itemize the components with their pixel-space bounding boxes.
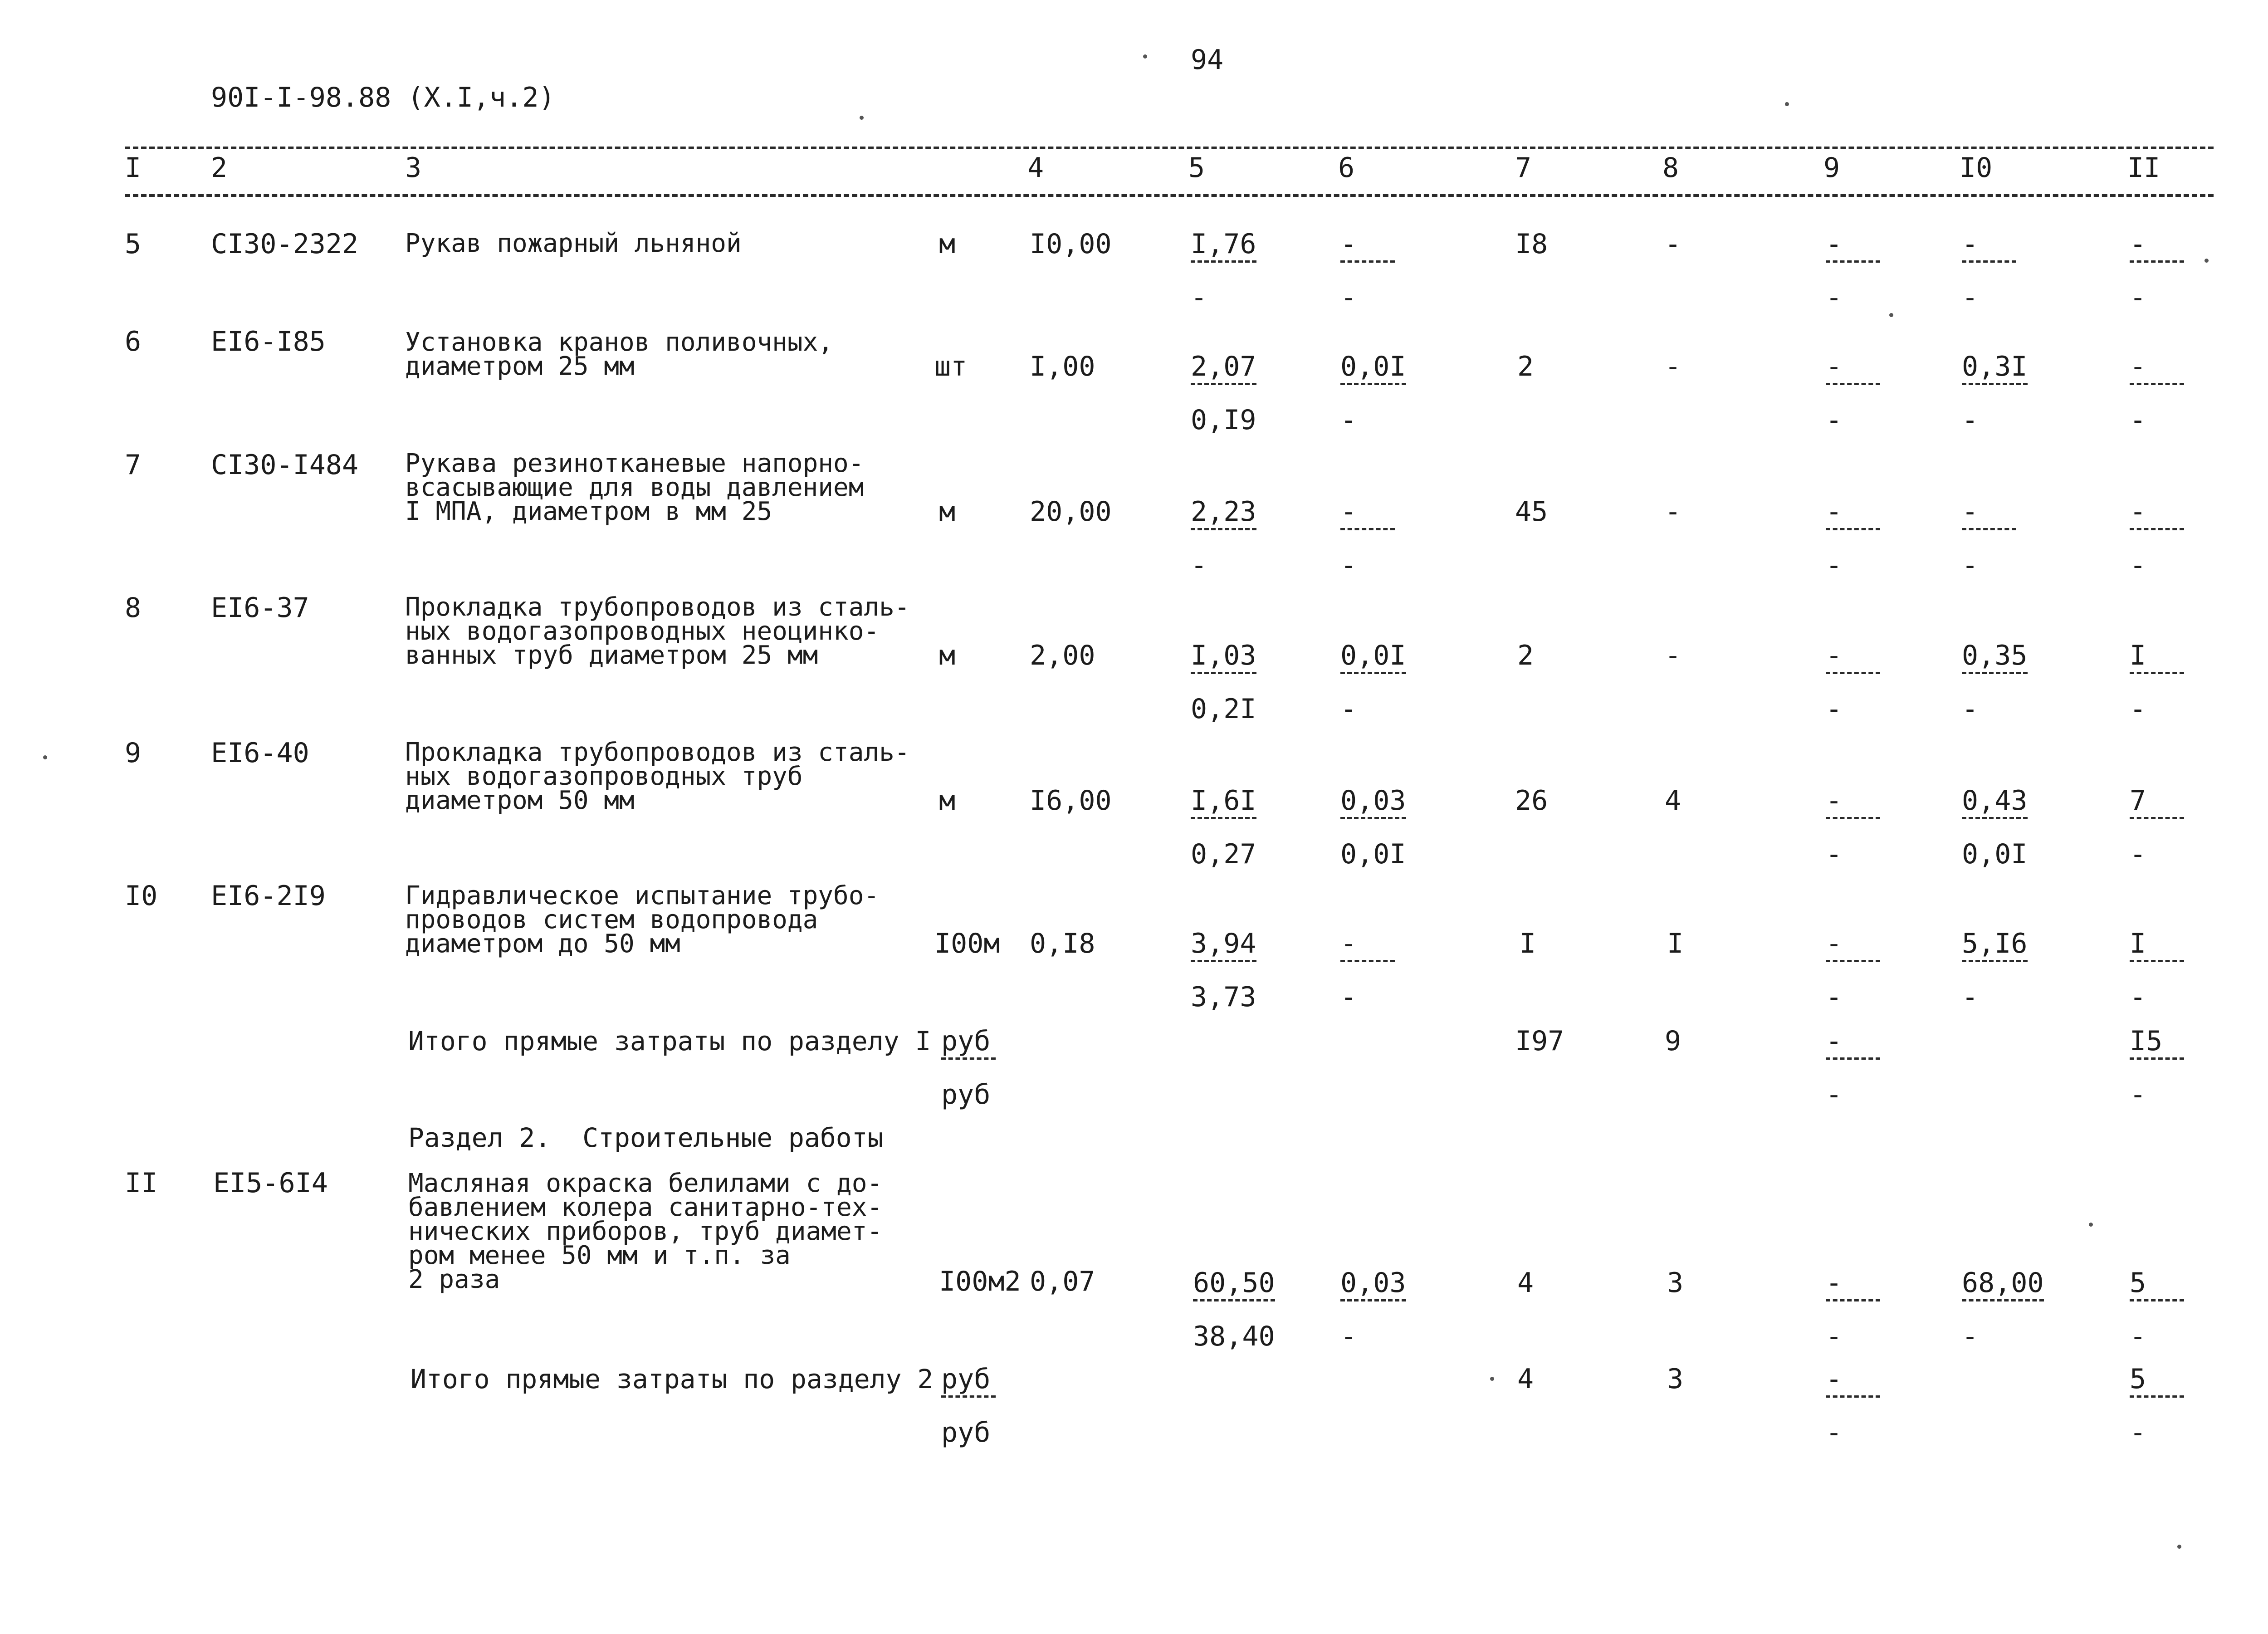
fraction-bottom: - — [1340, 693, 1357, 725]
total-cost: I8 — [1515, 228, 1548, 260]
total-wage: 9 — [1665, 1025, 1681, 1057]
col9-fraction — [1826, 1365, 1842, 1446]
fraction-top: 3,94 — [1191, 928, 1256, 959]
column-header: I — [125, 152, 142, 184]
work-description: Прокладка трубопроводов из сталь- ных водогазопроводных неоцинко- ванных труб диаметром 25 мм — [405, 592, 910, 670]
work-description: Рукава резинотканевые напорно- всасывающие для воды давлением I МПА, диаметром в мм 25 — [405, 449, 864, 526]
column-header: 7 — [1515, 152, 1532, 184]
fraction-top: руб — [941, 1025, 991, 1057]
column-header: 6 — [1338, 152, 1355, 184]
col11-fraction — [2130, 230, 2146, 311]
fraction-bottom: 0,27 — [1191, 838, 1256, 870]
rate-code: CI30-I484 — [211, 449, 359, 481]
work-description: Рукав пожарный льняной — [405, 229, 742, 258]
col10-fraction — [1962, 1269, 2044, 1350]
total-cost: 45 — [1515, 496, 1548, 528]
fraction-bottom: - — [1962, 282, 1979, 313]
col9-fraction — [1826, 498, 1842, 579]
fraction-top: - — [1962, 228, 1979, 260]
rate-code: EI5-6I4 — [213, 1167, 328, 1199]
total-unit-fraction — [941, 1025, 991, 1111]
fraction-top: - — [1826, 928, 1843, 959]
fraction-bottom: - — [2130, 838, 2146, 870]
fraction-top: - — [1826, 1267, 1843, 1299]
total-wage: I — [1667, 928, 1684, 959]
fraction-top: 5,I6 — [1962, 928, 2028, 959]
fraction-bottom: - — [1826, 549, 1843, 581]
unit: м — [939, 228, 956, 260]
fraction-top: I — [2130, 928, 2146, 959]
column-header: 3 — [405, 152, 422, 184]
fraction-top: 0,03 — [1340, 785, 1406, 817]
fraction-top: I,76 — [1191, 228, 1256, 260]
fraction-bottom: - — [1962, 693, 1979, 725]
total-cost: 4 — [1517, 1267, 1534, 1299]
column-header: 5 — [1188, 152, 1205, 184]
fraction-bottom: - — [1191, 549, 1207, 581]
col11-fraction — [2130, 787, 2146, 868]
fraction-top: 5 — [2130, 1363, 2146, 1395]
column-header: II — [2127, 152, 2160, 184]
total-unit-fraction — [941, 1365, 990, 1446]
section-heading: Раздел 2. Строительные работы — [408, 1122, 884, 1153]
fraction-top: - — [1340, 228, 1357, 260]
header-top-rule — [125, 147, 2214, 149]
total-cost: 26 — [1515, 785, 1548, 817]
rate-code: EI6-37 — [211, 592, 309, 624]
unit-cost-fraction — [1191, 353, 1256, 434]
total-wage: - — [1665, 496, 1681, 528]
total-cost: 2 — [1517, 640, 1534, 671]
wage-fraction — [1340, 930, 1357, 1011]
fraction-top: - — [1826, 496, 1843, 528]
wage-fraction — [1340, 642, 1406, 723]
fraction-bottom: руб — [941, 1079, 991, 1111]
col9-fraction — [1826, 787, 1842, 868]
col10-fraction — [1962, 353, 2028, 434]
row-number: 7 — [125, 449, 142, 481]
fraction-top: 5 — [2130, 1267, 2146, 1299]
fraction-top: 2,07 — [1191, 351, 1256, 382]
unit-cost-fraction — [1191, 930, 1256, 1011]
col11-fraction — [2130, 498, 2146, 579]
fraction-top: 68,00 — [1962, 1267, 2044, 1299]
col11-fraction — [2130, 1365, 2146, 1446]
rate-code: CI30-2322 — [211, 228, 359, 260]
col10-fraction — [1962, 642, 2028, 723]
total-cost: I — [1520, 928, 1536, 959]
fraction-bottom: 0,0I — [1962, 838, 2028, 870]
unit: м — [939, 496, 956, 528]
fraction-bottom: - — [2130, 1417, 2146, 1448]
fraction-bottom: - — [2130, 282, 2146, 313]
col9-fraction — [1826, 1025, 1843, 1111]
fraction-bottom: - — [2130, 1079, 2146, 1111]
wage-fraction — [1340, 353, 1406, 434]
rate-code: EI6-40 — [211, 737, 309, 769]
unit-cost-fraction — [1191, 230, 1256, 311]
fraction-top: I — [2130, 640, 2146, 671]
quantity: 20,00 — [1030, 496, 1112, 528]
fraction-bottom: - — [2130, 1321, 2146, 1352]
column-header: 9 — [1823, 152, 1840, 184]
row-number: 9 — [125, 737, 142, 769]
fraction-top: 0,3I — [1962, 351, 2028, 382]
fraction-bottom: - — [1826, 981, 1843, 1013]
row-number: 5 — [125, 228, 142, 260]
fraction-top: 0,03 — [1340, 1267, 1406, 1299]
fraction-top: I,03 — [1191, 640, 1256, 671]
work-description: Гидравлическое испытание трубо- проводов систем водопровода диаметром до 50 мм — [405, 881, 880, 959]
col9-fraction — [1826, 353, 1842, 434]
work-description: Прокладка трубопроводов из сталь- ных водогазопроводных труб диаметром 50 мм — [405, 738, 910, 815]
col9-fraction — [1826, 930, 1842, 1011]
fraction-bottom: 0,2I — [1191, 693, 1256, 725]
total-wage: 3 — [1667, 1363, 1684, 1395]
total-wage: - — [1665, 351, 1681, 382]
col10-fraction — [1962, 230, 1978, 311]
fraction-top: - — [1826, 1363, 1843, 1395]
fraction-top: I,6I — [1191, 785, 1256, 817]
row-number: I0 — [125, 880, 158, 912]
fraction-bottom: - — [1826, 282, 1843, 313]
quantity: I0,00 — [1030, 228, 1112, 260]
col11-fraction — [2130, 1269, 2146, 1350]
fraction-bottom: - — [1826, 404, 1843, 436]
fraction-bottom: - — [1826, 1079, 1843, 1111]
fraction-bottom: - — [1826, 1417, 1843, 1448]
fraction-bottom: - — [1191, 282, 1207, 313]
fraction-top: 0,43 — [1962, 785, 2028, 817]
fraction-top: 0,35 — [1962, 640, 2028, 671]
fraction-top: - — [1340, 496, 1357, 528]
unit-cost-fraction — [1193, 1269, 1275, 1350]
fraction-top: руб — [941, 1363, 991, 1395]
unit-cost-fraction — [1191, 642, 1256, 723]
fraction-bottom: - — [1340, 981, 1357, 1013]
fraction-bottom: 3,73 — [1191, 981, 1256, 1013]
column-header: 4 — [1027, 152, 1044, 184]
fraction-bottom: - — [1340, 282, 1357, 313]
document-code: 90I-I-98.88 (X.I,ч.2) — [211, 82, 555, 113]
fraction-bottom: - — [1826, 693, 1843, 725]
col9-fraction — [1826, 1269, 1842, 1350]
unit: I00м — [934, 928, 1000, 959]
total-wage: - — [1665, 228, 1681, 260]
column-header: 8 — [1662, 152, 1679, 184]
fraction-top: I5 — [2130, 1025, 2163, 1057]
unit-cost-fraction — [1191, 498, 1256, 579]
fraction-bottom: - — [2130, 981, 2146, 1013]
unit: м — [939, 785, 956, 817]
header-bottom-rule — [125, 194, 2214, 197]
column-header: 2 — [211, 152, 228, 184]
fraction-top: - — [1826, 785, 1843, 817]
col10-fraction — [1962, 498, 1978, 579]
fraction-bottom: 0,I9 — [1191, 404, 1256, 436]
quantity: 0,I8 — [1030, 928, 1095, 959]
fraction-bottom: - — [2130, 549, 2146, 581]
col9-fraction — [1826, 642, 1842, 723]
fraction-top: - — [1826, 228, 1843, 260]
unit-cost-fraction — [1191, 787, 1256, 868]
quantity: I,00 — [1030, 351, 1095, 382]
rate-code: EI6-I85 — [211, 326, 326, 357]
total-cost: 4 — [1517, 1363, 1534, 1395]
row-number: 8 — [125, 592, 142, 624]
col11-fraction — [2130, 930, 2146, 1011]
fraction-top: - — [1826, 640, 1843, 671]
rate-code: EI6-2I9 — [211, 880, 326, 912]
total-cost: 2 — [1517, 351, 1534, 382]
total-label: Итого прямые затраты по разделу 2 — [411, 1364, 934, 1394]
fraction-bottom: 0,0I — [1340, 838, 1406, 870]
col10-fraction — [1962, 930, 2028, 1011]
fraction-top: - — [2130, 496, 2146, 528]
fraction-bottom: - — [1962, 1321, 1979, 1352]
col11-fraction — [2130, 642, 2146, 723]
col11-fraction — [2130, 353, 2146, 434]
fraction-top: - — [2130, 351, 2146, 382]
fraction-bottom: - — [2130, 404, 2146, 436]
fraction-top: 2,23 — [1191, 496, 1256, 528]
fraction-top: - — [1340, 928, 1357, 959]
total-wage: - — [1665, 640, 1681, 671]
fraction-top: - — [1962, 496, 1979, 528]
quantity: 2,00 — [1030, 640, 1095, 671]
fraction-top: 0,0I — [1340, 351, 1406, 382]
total-wage: 4 — [1665, 785, 1681, 817]
wage-fraction — [1340, 1269, 1406, 1350]
fraction-top: - — [2130, 228, 2146, 260]
fraction-bottom: - — [1826, 1321, 1843, 1352]
fraction-bottom: - — [1962, 404, 1979, 436]
row-number: 6 — [125, 326, 142, 357]
fraction-bottom: - — [1340, 404, 1357, 436]
col10-fraction — [1962, 787, 2028, 868]
wage-fraction — [1340, 498, 1357, 579]
fraction-bottom: руб — [941, 1417, 991, 1448]
fraction-top: 7 — [2130, 785, 2146, 817]
fraction-top: 0,0I — [1340, 640, 1406, 671]
fraction-bottom: - — [1962, 549, 1979, 581]
total-wage: 3 — [1667, 1267, 1684, 1299]
work-description: Установка кранов поливочных, диаметром 25 мм — [405, 328, 834, 381]
work-description: Масляная окраска белилами с до- бавлением колера санитарно-тех- нических приборов, труб диамет- ром менее 50 мм и т.п. за 2 раза — [408, 1169, 883, 1294]
fraction-bottom: - — [2130, 693, 2146, 725]
fraction-top: 60,50 — [1193, 1267, 1275, 1299]
unit: I00м2 — [939, 1266, 1021, 1297]
wage-fraction — [1340, 787, 1406, 868]
fraction-top: - — [1826, 1025, 1843, 1057]
quantity: 0,07 — [1030, 1266, 1095, 1297]
col11-fraction — [2130, 1025, 2163, 1111]
unit: шт — [934, 351, 968, 382]
column-header: I0 — [1960, 152, 1993, 184]
row-number: II — [125, 1167, 158, 1199]
wage-fraction — [1340, 230, 1357, 311]
fraction-top: - — [1826, 351, 1843, 382]
fraction-bottom: - — [1340, 1321, 1357, 1352]
fraction-bottom: - — [1826, 838, 1843, 870]
fraction-bottom: - — [1962, 981, 1979, 1013]
page-number: 94 — [1191, 44, 1224, 76]
total-label: Итого прямые затраты по разделу I — [408, 1026, 931, 1057]
fraction-bottom: - — [1340, 549, 1357, 581]
total-cost: I97 — [1515, 1025, 1564, 1057]
col9-fraction — [1826, 230, 1842, 311]
unit: м — [939, 640, 956, 671]
fraction-bottom: 38,40 — [1193, 1321, 1275, 1352]
quantity: I6,00 — [1030, 785, 1112, 817]
